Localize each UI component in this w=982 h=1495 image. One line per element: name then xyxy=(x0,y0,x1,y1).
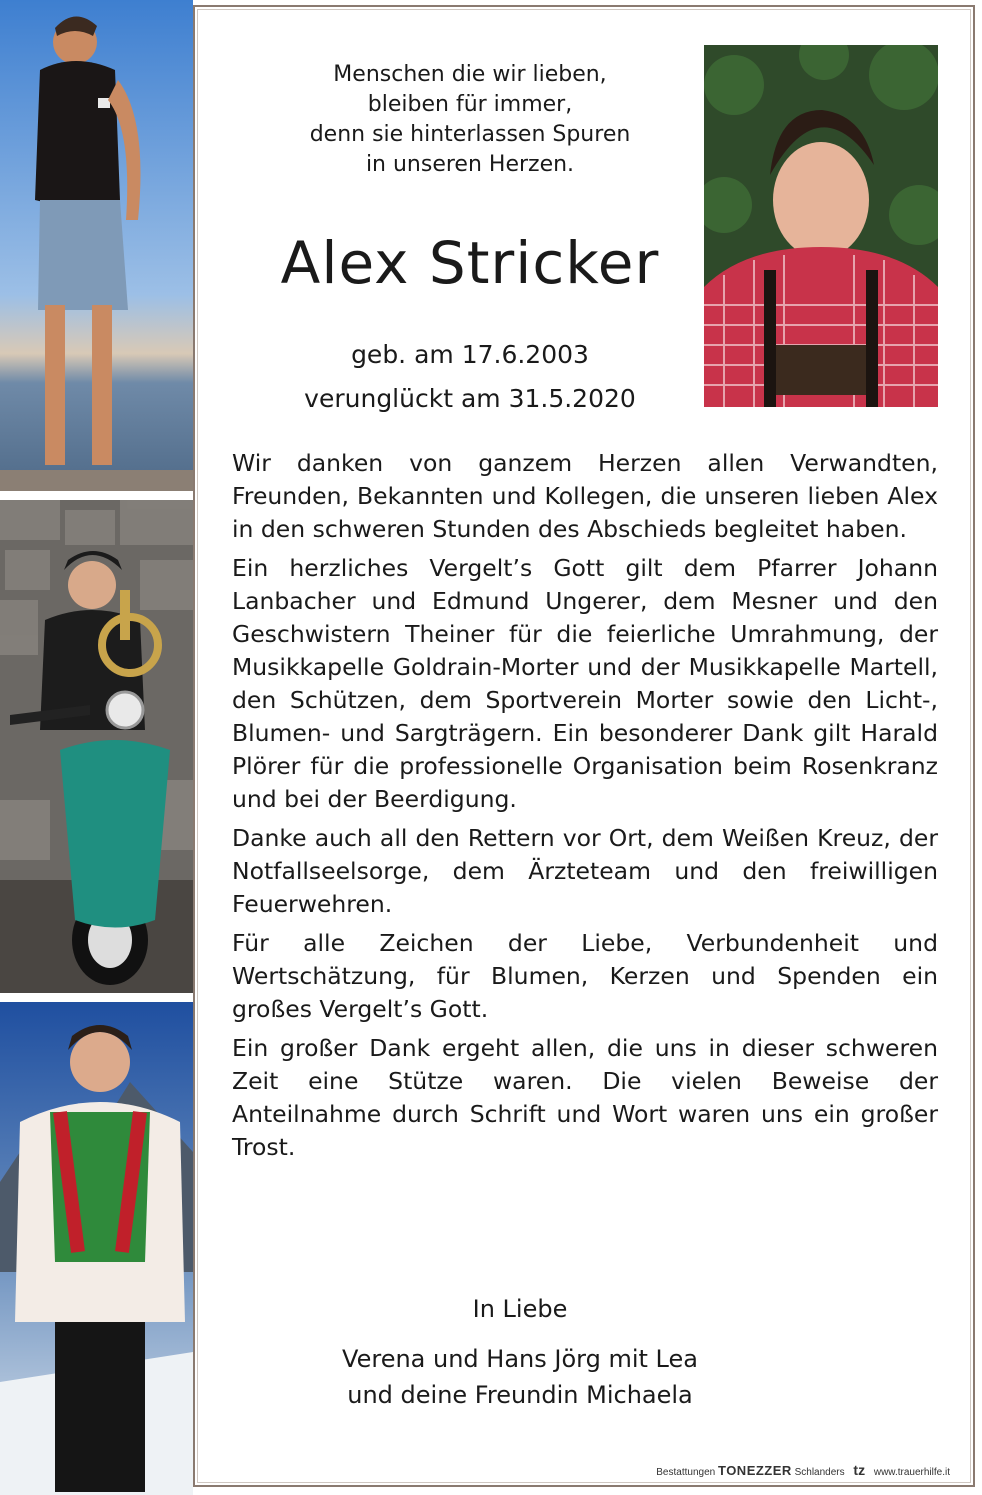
deceased-name: Alex Stricker xyxy=(280,229,660,297)
photo-scooter xyxy=(0,500,193,993)
acknowledgement-text xyxy=(232,447,938,1170)
quote-line: denn sie hinterlassen Spuren xyxy=(309,122,631,147)
quote-line: Menschen die wir lieben, xyxy=(333,62,607,87)
paragraph: Für alle Zeichen der Liebe, Verbundenheit und Wertschätzung, für Blumen, Kerzen und Spenden ein großes Vergelt’s Gott. xyxy=(232,929,938,1023)
photo-traditional-vest xyxy=(0,1002,193,1495)
footer-website: www.trauerhilfe.it xyxy=(873,1467,950,1478)
quote-line: in unseren Herzen. xyxy=(365,152,575,177)
paragraph: Wir danken von ganzem Herzen allen Verwandten, Freunden, Bekannten und Kollegen, die unseren lieben Alex in den schweren Stunden des Abschieds begleitet haben. xyxy=(232,449,938,543)
paragraph: Ein großer Dank ergeht allen, die uns in dieser schweren Zeit eine Stütze waren. Die vielen Beweise der Anteilnahme durch Schrift und Wort waren uns ein großer Trost. xyxy=(232,1034,938,1161)
funeral-home-footer xyxy=(560,1462,950,1478)
life-dates xyxy=(260,333,680,421)
photo-waterfront xyxy=(0,0,193,491)
footer-prefix: Bestattungen xyxy=(656,1467,716,1478)
death-date: verunglückt am 31.5.2020 xyxy=(304,384,636,413)
paragraph: Ein herzliches Vergelt’s Gott gilt dem Pfarrer Johann Lanbacher und Edmund Ungerer, dem Mesner und den Geschwistern Theiner für die feierliche Umrahmung, der Musikkapelle Goldrain-Morter und der Musikkapelle Martell, den Schützen, dem Sportverein Morter sowie den Licht-, Blumen- und Sargträgern. Ein besonderer Dank gilt Harald Plörer für die professionelle Organisation beim Rosenkranz und bei der Beerdigung. xyxy=(232,554,938,813)
signer-line: Verena und Hans Jörg mit Lea xyxy=(342,1345,698,1373)
quote-line: bleiben für immer, xyxy=(367,92,573,117)
closing-signature xyxy=(300,1291,740,1413)
memorial-quote xyxy=(250,60,690,180)
portrait-photo xyxy=(704,45,938,407)
footer-place: Schlanders xyxy=(794,1467,845,1478)
birth-date: geb. am 17.6.2003 xyxy=(351,340,589,369)
closing-greeting: In Liebe xyxy=(472,1295,568,1323)
signer-line: und deine Freundin Michaela xyxy=(347,1381,693,1409)
funeral-home-brand: TONEZZER xyxy=(717,1463,792,1478)
funeral-home-logo: tz xyxy=(853,1462,866,1478)
paragraph: Danke auch all den Rettern vor Ort, dem Weißen Kreuz, der Notfallseelsorge, dem Ärzteteam und den freiwilligen Feuerwehren. xyxy=(232,824,938,918)
